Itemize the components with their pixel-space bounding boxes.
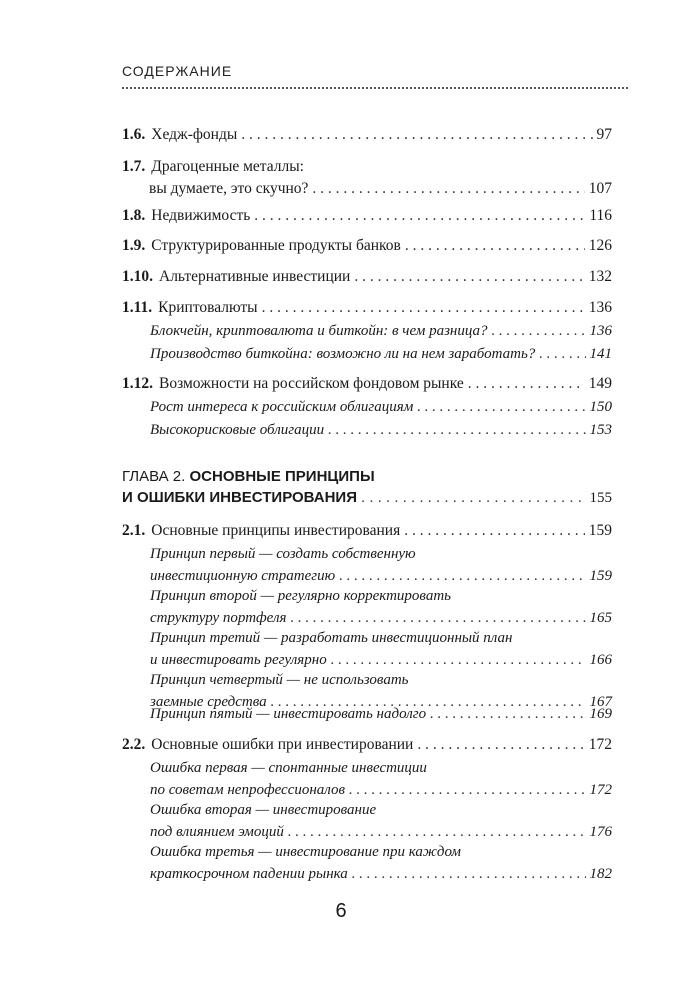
chapter-label: ГЛАВА 2. bbox=[122, 468, 186, 485]
dot-leader bbox=[290, 607, 585, 629]
dot-leader bbox=[241, 124, 592, 146]
section-number: 1.11. bbox=[122, 299, 153, 316]
section-number: 1.9. bbox=[122, 237, 146, 254]
section-title: Хедж-фонды bbox=[151, 126, 238, 143]
subsection-title-line2: инвестиционную стратегию bbox=[150, 568, 336, 584]
dot-leader bbox=[288, 821, 586, 843]
section-title-line1: Драгоценные металлы: bbox=[151, 158, 304, 175]
section-title: Возможности на российском фондовом рынке bbox=[159, 375, 464, 392]
section-number: 1.6. bbox=[122, 126, 146, 143]
page-ref: 172 bbox=[588, 736, 612, 753]
subsection-title-line2: и инвестировать регулярно bbox=[150, 652, 327, 668]
subsection-title-line1: Принцип второй — регулярно корректировать bbox=[150, 588, 451, 604]
dot-leader bbox=[262, 297, 585, 319]
subsection-title-line2: структуру портфеля bbox=[150, 610, 287, 626]
dot-leader bbox=[339, 565, 585, 587]
page-ref: 116 bbox=[589, 207, 612, 224]
toc-subentry[interactable] bbox=[150, 419, 612, 441]
subsection-title: Рост интереса к российским облигациям bbox=[150, 399, 414, 415]
dot-leader bbox=[417, 396, 585, 418]
section-number: 1.7. bbox=[122, 158, 146, 175]
page-ref: 167 bbox=[589, 694, 612, 710]
dot-leader bbox=[328, 419, 585, 441]
subsection-title: Блокчейн, криптовалюта и биткойн: в чем разница? bbox=[150, 323, 488, 339]
toc-entry-1-9[interactable] bbox=[122, 235, 612, 257]
toc-subentry[interactable] bbox=[150, 320, 612, 342]
page-ref: 165 bbox=[589, 610, 612, 626]
page-ref: 132 bbox=[588, 268, 612, 285]
chapter-title-line1: ОСНОВНЫЕ ПРИНЦИПЫ bbox=[189, 468, 375, 485]
page-ref: 136 bbox=[588, 299, 612, 316]
page-number: 6 bbox=[335, 900, 347, 922]
page-ref: 126 bbox=[588, 237, 612, 254]
page-ref: 153 bbox=[589, 422, 612, 438]
section-title: Основные ошибки при инвестировании bbox=[151, 736, 414, 753]
section-title-line2: вы думаете, это скучно? bbox=[149, 180, 309, 197]
section-title: Основные принципы инвестирования bbox=[151, 522, 401, 539]
dot-leader bbox=[312, 178, 584, 200]
dot-leader bbox=[468, 373, 585, 395]
dot-leader bbox=[331, 649, 586, 671]
toc-entry-1-12[interactable] bbox=[122, 373, 612, 395]
subsection-title-line2: по советам непрофессионалов bbox=[150, 782, 346, 798]
dot-leader bbox=[349, 779, 585, 801]
dot-leader bbox=[539, 343, 585, 365]
toc-subentry[interactable] bbox=[150, 841, 612, 885]
toc-entry-2-1[interactable] bbox=[122, 520, 612, 542]
toc-entry-1-10[interactable] bbox=[122, 266, 612, 288]
section-title: Недвижимость bbox=[151, 207, 251, 224]
subsection-title-line2: заемные средства bbox=[150, 694, 267, 710]
dot-leader bbox=[354, 266, 584, 288]
running-header: СОДЕРЖАНИЕ bbox=[122, 63, 233, 79]
page-ref: 149 bbox=[588, 375, 612, 392]
subsection-title-line1: Ошибка третья — инвестирование при каждом bbox=[150, 844, 461, 860]
section-title: Структурированные продукты банков bbox=[151, 237, 401, 254]
page-ref: 159 bbox=[589, 568, 612, 584]
page-ref: 141 bbox=[589, 346, 612, 362]
toc-entry-1-8[interactable] bbox=[122, 205, 612, 227]
page-ref: 97 bbox=[596, 126, 612, 143]
toc-subentry[interactable] bbox=[150, 585, 612, 629]
subsection-title: Принцип пятый — инвестировать надолго bbox=[150, 706, 427, 722]
toc-entry-1-6[interactable] bbox=[122, 124, 612, 146]
subsection-title-line1: Принцип четвертый — не использовать bbox=[150, 672, 409, 688]
toc-chapter-2[interactable] bbox=[122, 466, 612, 509]
section-number: 2.2. bbox=[122, 736, 146, 753]
subsection-title: Производство биткойна: возможно ли на нем заработать? bbox=[150, 346, 536, 362]
toc-subentry[interactable] bbox=[150, 627, 612, 671]
page-ref: 159 bbox=[588, 522, 612, 539]
subsection-title: Высокорисковые облигации bbox=[150, 422, 325, 438]
page-ref: 150 bbox=[589, 399, 612, 415]
page-ref: 155 bbox=[589, 490, 612, 506]
toc-subentry[interactable] bbox=[150, 799, 612, 843]
subsection-title-line1: Ошибка первая — спонтанные инвестиции bbox=[150, 760, 427, 776]
page-ref: 166 bbox=[589, 652, 612, 668]
section-title: Альтернативные инвестиции bbox=[159, 268, 351, 285]
page-ref: 136 bbox=[589, 323, 612, 339]
toc-subentry[interactable] bbox=[150, 543, 612, 587]
section-title: Криптовалюты bbox=[158, 299, 258, 316]
page-ref: 169 bbox=[589, 706, 612, 722]
toc-subentry[interactable] bbox=[150, 757, 612, 801]
header-divider bbox=[122, 87, 628, 89]
subsection-title-line2: краткосрочном падении рынка bbox=[150, 866, 348, 882]
subsection-title-line1: Ошибка вторая — инвестирование bbox=[150, 802, 377, 818]
toc-entry-1-7[interactable] bbox=[122, 156, 612, 200]
section-number: 1.10. bbox=[122, 268, 153, 285]
dot-leader bbox=[430, 703, 585, 725]
page-ref: 172 bbox=[589, 782, 612, 798]
section-number: 1.12. bbox=[122, 375, 153, 392]
chapter-title-line2: И ОШИБКИ ИНВЕСТИРОВАНИЯ bbox=[122, 489, 357, 506]
dot-leader bbox=[404, 520, 585, 542]
toc-entry-1-11[interactable] bbox=[122, 297, 612, 319]
page-ref: 176 bbox=[589, 824, 612, 840]
toc-subentry[interactable] bbox=[150, 703, 612, 725]
page-ref: 107 bbox=[588, 180, 612, 197]
dot-leader bbox=[361, 487, 586, 508]
dot-leader bbox=[405, 235, 585, 257]
dot-leader bbox=[254, 205, 585, 227]
dot-leader bbox=[352, 863, 586, 885]
page-ref: 182 bbox=[589, 866, 612, 882]
toc-subentry[interactable] bbox=[150, 343, 612, 365]
dot-leader bbox=[417, 734, 584, 756]
subsection-title-line1: Принцип первый — создать собственную bbox=[150, 546, 416, 562]
subsection-title-line2: под влиянием эмоций bbox=[150, 824, 284, 840]
dot-leader bbox=[492, 320, 586, 342]
subsection-title-line1: Принцип третий — разработать инвестиционный план bbox=[150, 630, 513, 646]
section-number: 2.1. bbox=[122, 522, 146, 539]
section-number: 1.8. bbox=[122, 207, 146, 224]
toc-subentry[interactable] bbox=[150, 396, 612, 418]
toc-entry-2-2[interactable] bbox=[122, 734, 612, 756]
